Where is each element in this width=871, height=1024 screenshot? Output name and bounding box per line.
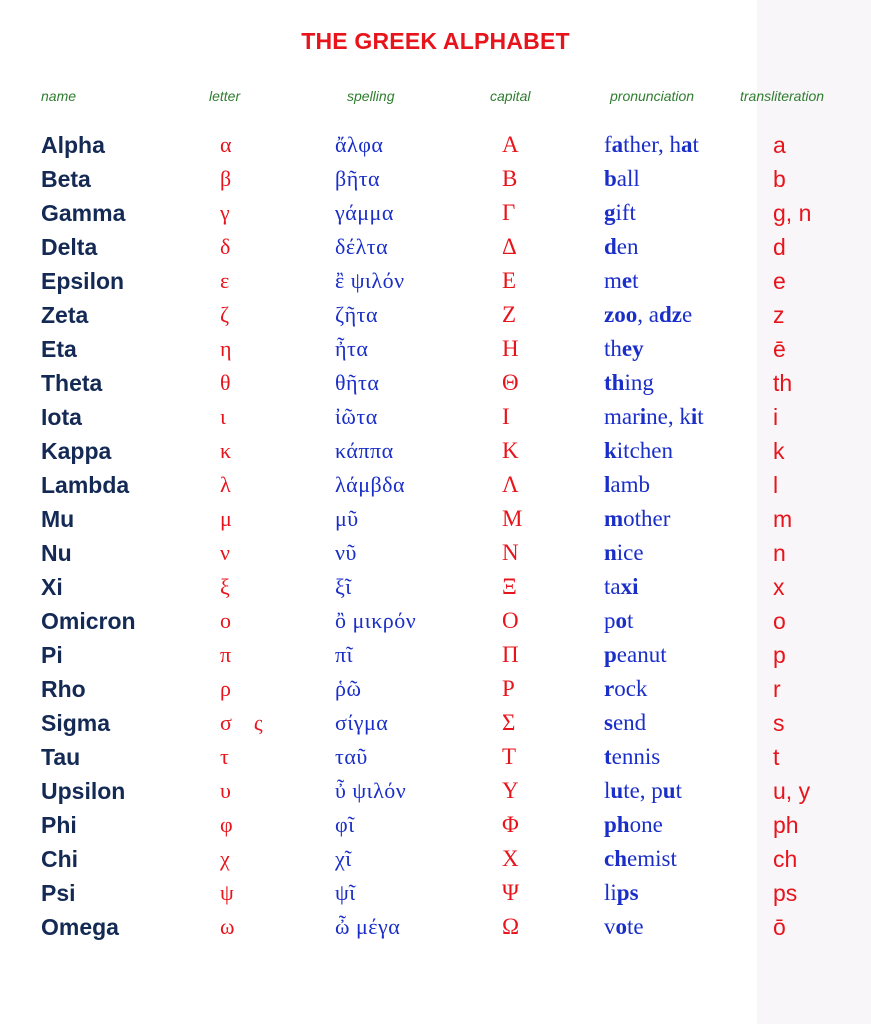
pronunciation-text: te, p [623,778,663,803]
pronunciation-text: en [616,234,639,259]
pronunciation-example [604,436,673,466]
lowercase-glyph: λ [220,472,231,497]
table-row [0,844,871,878]
pronunciation-example [604,708,646,738]
table-row [0,640,871,674]
pronunciation-highlight: o [615,914,627,939]
pronunciation-example [604,844,677,874]
greek-spelling: ὦ μέγα [335,914,401,939]
transliteration: s [773,710,785,736]
table-row [0,912,871,946]
pronunciation-example [604,742,660,772]
lowercase-glyph: ν [220,540,230,565]
capital-letter: Θ [502,370,519,395]
table-row [0,402,871,436]
lowercase-glyph: γ [220,200,230,225]
greek-spelling: σίγμα [335,710,389,735]
table-row [0,538,871,572]
lowercase-glyph: π [220,642,232,667]
lowercase-glyph: φ [220,812,233,837]
lowercase-letter [220,912,234,942]
capital-letter: Ο [502,608,519,633]
greek-spelling: βῆτα [335,166,381,191]
pronunciation-text: ta [604,574,621,599]
lowercase-glyph: ψ [220,880,234,905]
pronunciation-text: f [604,132,612,157]
pronunciation-highlight: a [611,132,624,157]
lowercase-glyph: ι [220,404,226,429]
lowercase-letter [220,878,234,908]
pronunciation-example [604,334,644,364]
capital-letter: Α [502,132,519,157]
pronunciation-highlight: a [681,132,693,157]
lowercase-glyph: ξ [220,574,230,599]
pronunciation-text: one [629,812,663,837]
pronunciation-text: ock [614,676,648,701]
pronunciation-highlight: i [639,404,647,429]
pronunciation-example [604,300,692,330]
pronunciation-highlight: ch [604,846,627,871]
pronunciation-text: ice [616,540,644,565]
pronunciation-example [604,878,639,908]
capital-letter: Π [502,642,519,667]
letter-name: Omega [41,914,119,940]
page-title: THE GREEK ALPHABET [301,28,570,54]
pronunciation-highlight: p [604,642,617,667]
greek-spelling: ἰῶτα [335,404,378,429]
pronunciation-text: t [627,608,634,633]
pronunciation-example [604,572,639,602]
table-row [0,470,871,504]
letter-name: Lambda [41,472,130,498]
pronunciation-text: ift [615,200,636,225]
transliteration: r [773,676,781,702]
pronunciation-text: th [604,336,622,361]
pronunciation-highlight: i [690,404,698,429]
lowercase-glyph: τ [220,744,229,769]
pronunciation-text: emist [627,846,677,871]
lowercase-letter [220,844,230,874]
transliteration: z [773,302,785,328]
pronunciation-example [604,232,639,262]
table-row [0,708,871,742]
pronunciation-highlight: ey [621,336,644,361]
pronunciation-text: ing [624,370,654,395]
capital-letter: Ψ [502,880,519,905]
table-row [0,334,871,368]
pronunciation-text: t [692,132,699,157]
greek-spelling: χῖ [335,846,352,871]
lowercase-glyph: θ [220,370,231,395]
lowercase-glyph: α [220,132,232,157]
pronunciation-highlight: zoo [604,302,638,327]
letter-name: Kappa [41,438,112,464]
lowercase-glyph: ε [220,268,230,293]
pronunciation-highlight: o [615,608,627,633]
letter-name: Theta [41,370,103,396]
greek-spelling: ἒ ψιλόν [335,268,405,293]
table-row [0,198,871,232]
lowercase-letter [220,504,232,534]
transliteration: k [773,438,785,464]
pronunciation-highlight: ph [604,812,630,837]
header-letter: letter [209,88,241,104]
letter-name: Gamma [41,200,126,226]
capital-letter: Λ [502,472,519,497]
table-row [0,572,871,606]
greek-spelling: δέλτα [335,234,389,259]
letter-name: Chi [41,846,79,872]
transliteration: u, y [773,778,811,804]
greek-spelling: ταῦ [335,744,368,769]
lowercase-glyph: δ [220,234,231,259]
letter-name: Iota [41,404,82,430]
lowercase-letter [220,538,230,568]
table-row [0,232,871,266]
letter-name: Eta [41,336,77,362]
greek-spelling: κάππα [335,438,394,463]
capital-letter: Γ [502,200,516,225]
pronunciation-example [604,130,699,160]
pronunciation-highlight: u [610,778,624,803]
table-row [0,504,871,538]
lowercase-glyph: β [220,166,232,191]
capital-letter: Ζ [502,302,517,327]
pronunciation-text: other [623,506,671,531]
pronunciation-highlight: s [604,710,613,735]
greek-spelling: ψῖ [335,880,356,905]
pronunciation-highlight: n [604,540,617,565]
pronunciation-text: ne, k [646,404,691,429]
pronunciation-highlight: r [604,676,615,701]
greek-spelling: νῦ [335,540,357,565]
greek-spelling: ξῖ [335,574,352,599]
lowercase-glyph: χ [220,846,230,871]
pronunciation-text: e [681,302,693,327]
lowercase-letter [220,232,230,262]
pronunciation-text: t [632,268,639,293]
letter-name: Beta [41,166,91,192]
letter-name: Tau [41,744,81,770]
letter-name: Mu [41,506,75,532]
letter-name: Epsilon [41,268,125,294]
capital-letter: Ε [502,268,517,293]
lowercase-letter [220,368,231,398]
greek-spelling: φῖ [335,812,355,837]
greek-spelling: θῆτα [335,370,380,395]
header-pronunciation: pronunciation [610,88,695,104]
lowercase-glyph: η [220,336,232,361]
pronunciation-highlight: b [604,166,617,191]
pronunciation-text: t [697,404,704,429]
letter-name: Phi [41,812,77,838]
pronunciation-highlight: ps [616,880,639,905]
letter-name: Rho [41,676,86,702]
pronunciation-example [604,368,654,398]
capital-letter: Υ [502,778,519,803]
lowercase-letter [220,640,231,670]
table-row [0,300,871,334]
lowercase-letter [220,742,229,772]
pronunciation-text: end [612,710,647,735]
lowercase-letter [220,708,263,738]
header-name: name [41,88,77,104]
lowercase-letter [220,198,230,228]
letter-name: Psi [41,880,76,906]
letter-name: Pi [41,642,63,668]
pronunciation-example [604,402,704,432]
capital-letter: Ξ [502,574,517,599]
transliteration: l [773,472,779,498]
lowercase-letter [220,606,231,636]
lowercase-letter [220,164,231,194]
transliteration: o [773,608,786,634]
letter-name: Alpha [41,132,105,158]
pronunciation-highlight: m [604,506,624,531]
greek-spelling: πῖ [335,642,354,667]
pronunciation-text: ennis [611,744,661,769]
transliteration: a [773,132,786,158]
transliteration: x [773,574,785,600]
table-row [0,606,871,640]
pronunciation-example [604,912,644,942]
transliteration: p [773,642,786,668]
pronunciation-text: t [675,778,682,803]
pronunciation-highlight: e [621,268,633,293]
lowercase-glyph: ω [220,914,235,939]
greek-spelling: ζῆτα [335,302,378,327]
lowercase-glyph: μ [220,506,232,531]
greek-spelling: ῥῶ [335,676,362,701]
transliteration: t [773,744,780,770]
pronunciation-example [604,538,644,568]
transliteration: g, n [773,200,812,226]
transliteration: ō [773,914,786,940]
transliteration: e [773,268,786,294]
table-row [0,776,871,810]
pronunciation-text: , a [637,302,659,327]
pronunciation-highlight: th [604,370,625,395]
capital-letter: Δ [502,234,517,259]
capital-letter: Κ [502,438,519,463]
transliteration: n [773,540,786,566]
pronunciation-example [604,266,639,296]
transliteration: ph [773,812,799,838]
pronunciation-example [604,776,682,806]
capital-letter: Η [502,336,519,361]
lowercase-glyph: ζ [220,302,230,327]
lowercase-glyph: υ [220,778,231,803]
transliteration: d [773,234,786,260]
capital-letter: Σ [502,710,516,735]
letter-name: Zeta [41,302,89,328]
final-form-glyph: ς [253,710,263,735]
greek-spelling: ὂ μικρόν [335,608,417,633]
letter-name: Sigma [41,710,111,736]
capital-letter: Ν [502,540,519,565]
pronunciation-text: te [627,914,644,939]
table-row [0,742,871,776]
pronunciation-text: eanut [616,642,667,667]
pronunciation-highlight: t [604,744,612,769]
lowercase-letter [220,810,233,840]
pronunciation-text: p [604,608,616,633]
header-spelling: spelling [347,88,395,104]
pronunciation-highlight: u [662,778,676,803]
pronunciation-text: mar [604,404,640,429]
lowercase-letter [220,402,226,432]
table-row [0,130,871,164]
lowercase-letter [220,470,231,500]
lowercase-letter [220,334,232,364]
lowercase-glyph: ο [220,608,231,633]
lowercase-letter [220,266,229,296]
table-row [0,368,871,402]
lowercase-glyph: ρ [220,676,231,701]
lowercase-letter [220,776,231,806]
table-row [0,878,871,912]
capital-letter: Μ [502,506,523,531]
pronunciation-text: all [616,166,640,191]
table-row [0,436,871,470]
letter-name: Xi [41,574,63,600]
transliteration: i [773,404,779,430]
pronunciation-example [604,674,647,704]
table-row [0,674,871,708]
greek-spelling: ὖ ψιλόν [335,778,407,803]
letter-name: Delta [41,234,98,260]
pronunciation-highlight: g [604,200,616,225]
lowercase-glyph: κ [220,438,232,463]
pronunciation-highlight: d [604,234,617,259]
transliteration: th [773,370,793,396]
pronunciation-highlight: dz [658,302,682,327]
pronunciation-text: v [604,914,616,939]
pronunciation-text: ther, h [623,132,682,157]
lowercase-letter [220,674,231,704]
greek-spelling: λάμβδα [335,472,406,497]
transliteration: ē [773,336,786,362]
pronunciation-text: amb [610,472,650,497]
lowercase-letter [220,436,231,466]
pronunciation-text: l [604,778,611,803]
pronunciation-highlight: k [604,438,617,463]
pronunciation-example [604,606,633,636]
pronunciation-example [604,198,636,228]
pronunciation-highlight: xi [620,574,639,599]
transliteration: ch [773,846,798,872]
header-capital: capital [490,88,531,104]
pronunciation-text: m [604,268,622,293]
letter-name: Nu [41,540,72,566]
pronunciation-example [604,164,640,194]
lowercase-letter [220,130,232,160]
pronunciation-example [604,470,650,500]
capital-letter: Χ [502,846,519,871]
lowercase-letter [220,572,230,602]
pronunciation-example [604,810,663,840]
transliteration: b [773,166,786,192]
lowercase-glyph: σ [220,710,232,735]
table-row [0,810,871,844]
capital-letter: Ι [502,404,510,429]
pronunciation-example [604,640,667,670]
table-row [0,164,871,198]
pronunciation-text: itchen [616,438,673,463]
pronunciation-text: li [604,880,617,905]
letter-name: Omicron [41,608,136,634]
letter-name: Upsilon [41,778,126,804]
transliteration: m [773,506,793,532]
header-transliteration: transliteration [740,88,825,104]
pronunciation-example [604,504,670,534]
capital-letter: Φ [502,812,519,837]
capital-letter: Ω [502,914,520,939]
greek-spelling: ἄλφα [335,132,384,157]
capital-letter: Β [502,166,518,191]
greek-spelling: μῦ [335,506,359,531]
pronunciation-highlight: l [604,472,611,497]
lowercase-letter [220,300,229,330]
table-row [0,266,871,300]
capital-letter: Τ [502,744,517,769]
capital-letter: Ρ [502,676,515,701]
greek-spelling: ἦτα [335,336,369,361]
greek-spelling: γάμμα [335,200,394,225]
transliteration: ps [773,880,798,906]
